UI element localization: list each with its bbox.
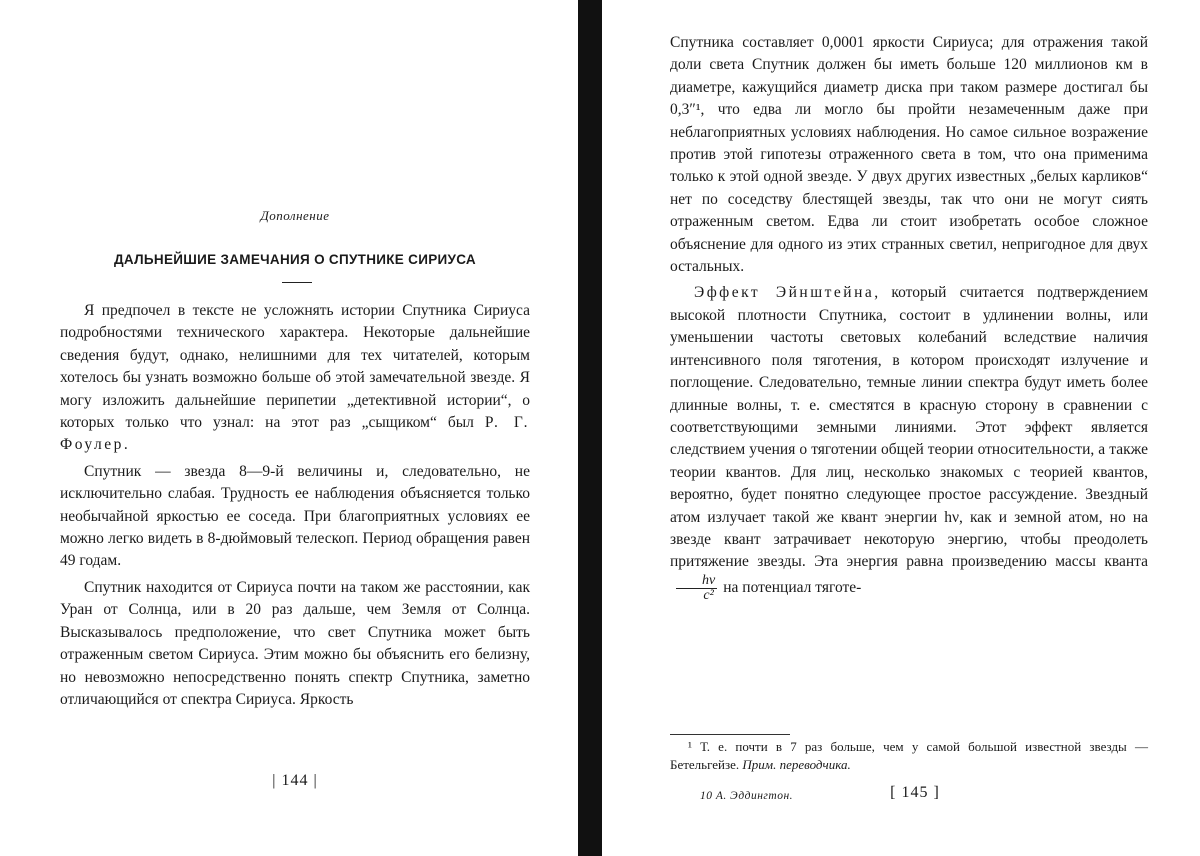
title-divider [282,282,312,283]
page-number: | 144 | [272,772,318,789]
footnote-divider [670,734,790,735]
right-body-text [670,32,1148,607]
paragraph-text: Я предпочел в тексте не усложнять истории Спутника Сириуса подробностями технического характера. Некоторые дальнейшие сведения будут, однако, нелишними для тех читателей, которым хотелось бы узнать возможно больше об этой замечательной звезде. Я могу изложить дальнейшие перипетии „детективной истории“, о которых только что узнал: на этот раз „сыщиком“ был [60,302,530,432]
page-number: [ 145 ] [890,784,940,801]
left-page [60,0,530,856]
formula-denominator: c² [703,587,714,603]
right-page [670,0,1148,856]
chapter-title: ДАЛЬНЕЙШИЕ ЗАМЕЧАНИЯ О СПУТНИКЕ СИРИУСА [113,252,476,267]
paragraph: Спутника составляет 0,0001 яркости Сириуса; для отражения такой доли света Спутник должен бы иметь больше 120 миллионов км в диаметре, кажущийся диаметр диска при таком размере достигал бы 0,3″¹, что едва ли могло бы пройти незамеченным даже при неблагоприятных условиях наблюдения. Но самое сильное возражение против этой гипотезы отраженного света в том, что она применима только к этой одной звезде. У двух других известных „белых карликов“ нет по соседству блестящей звезды, так что они не могут сиять отраженным светом. Едва ли стоит изобретать особое сложное объяснение для одного из этих странных светил, непригодное для двух остальных. [670,34,1148,276]
book-gutter [578,0,602,856]
paragraph: Спутник — звезда 8—9-й величины и, следовательно, не исключительно слабая. Трудность ее наблюдения объясняется только необычайной яркостью ее соседа. При благоприятных условиях ее можно легко видеть в 8-дюймовый телескоп. Период обращения равен 49 годам. [60,462,530,570]
formula-numerator: hν [676,574,717,589]
author-name: Р. Г. Фоулер. [60,414,530,454]
paragraph-text: , который считается подтверждением высокой плотности Спутника, состоит в удлинении волны, или уменьшении частоты световых колебаний вследствие наличия интенсивного поля тяготения, в котором происходят излучение и поглощение. Следовательно, темные линии спектра будут иметь более длинные волны, т. е. сместятся в красную сторону в сравнении с соответствующими земными линиями. Этот эффект является следствием учения о тяготении общей теории относительности, а также теории квантов. Для лиц, несколько знакомых с теорией квантов, вероятно, будет понятно следующее простое рассуждение. Звездный атом излучает такой же квант энергии hν, как и земной атом, но на звезде квант затрачивает некоторую энергию, чтобы преодолеть притяжение звезды. Эта энергия равна произведению массы кванта [670,284,1148,571]
printer-signature: 10 А. Эддингтон. [700,790,794,802]
paragraph [670,282,1148,602]
paragraph-tail: на потенциал тяготе- [723,578,862,596]
effect-name: Эффект Эйнштейна [694,284,875,302]
footnote-text: ¹ Т. е. почти в 7 раз больше, чем у самой большой известной звезды — Бетельгейзе. [670,739,1148,772]
formula-fraction [676,574,717,603]
section-label: Дополнение [260,208,330,223]
paragraph: Спутник находится от Сириуса почти на таком же расстоянии, как Уран от Солнца, или в 20 раз дальше, чем Земля от Солнца. Высказывалось предположение, что свет Спутника может быть отраженным светом Сириуса. Этим можно бы объяснить его белизну, но невозможно непосредственно понять спектр Спутника, заметно отличающийся от спектра Сириуса. Яркость [60,578,530,708]
footnote [670,738,1148,774]
paragraph [60,300,530,457]
left-body-text [60,300,530,715]
translator-note: Прим. переводчика. [742,757,851,772]
